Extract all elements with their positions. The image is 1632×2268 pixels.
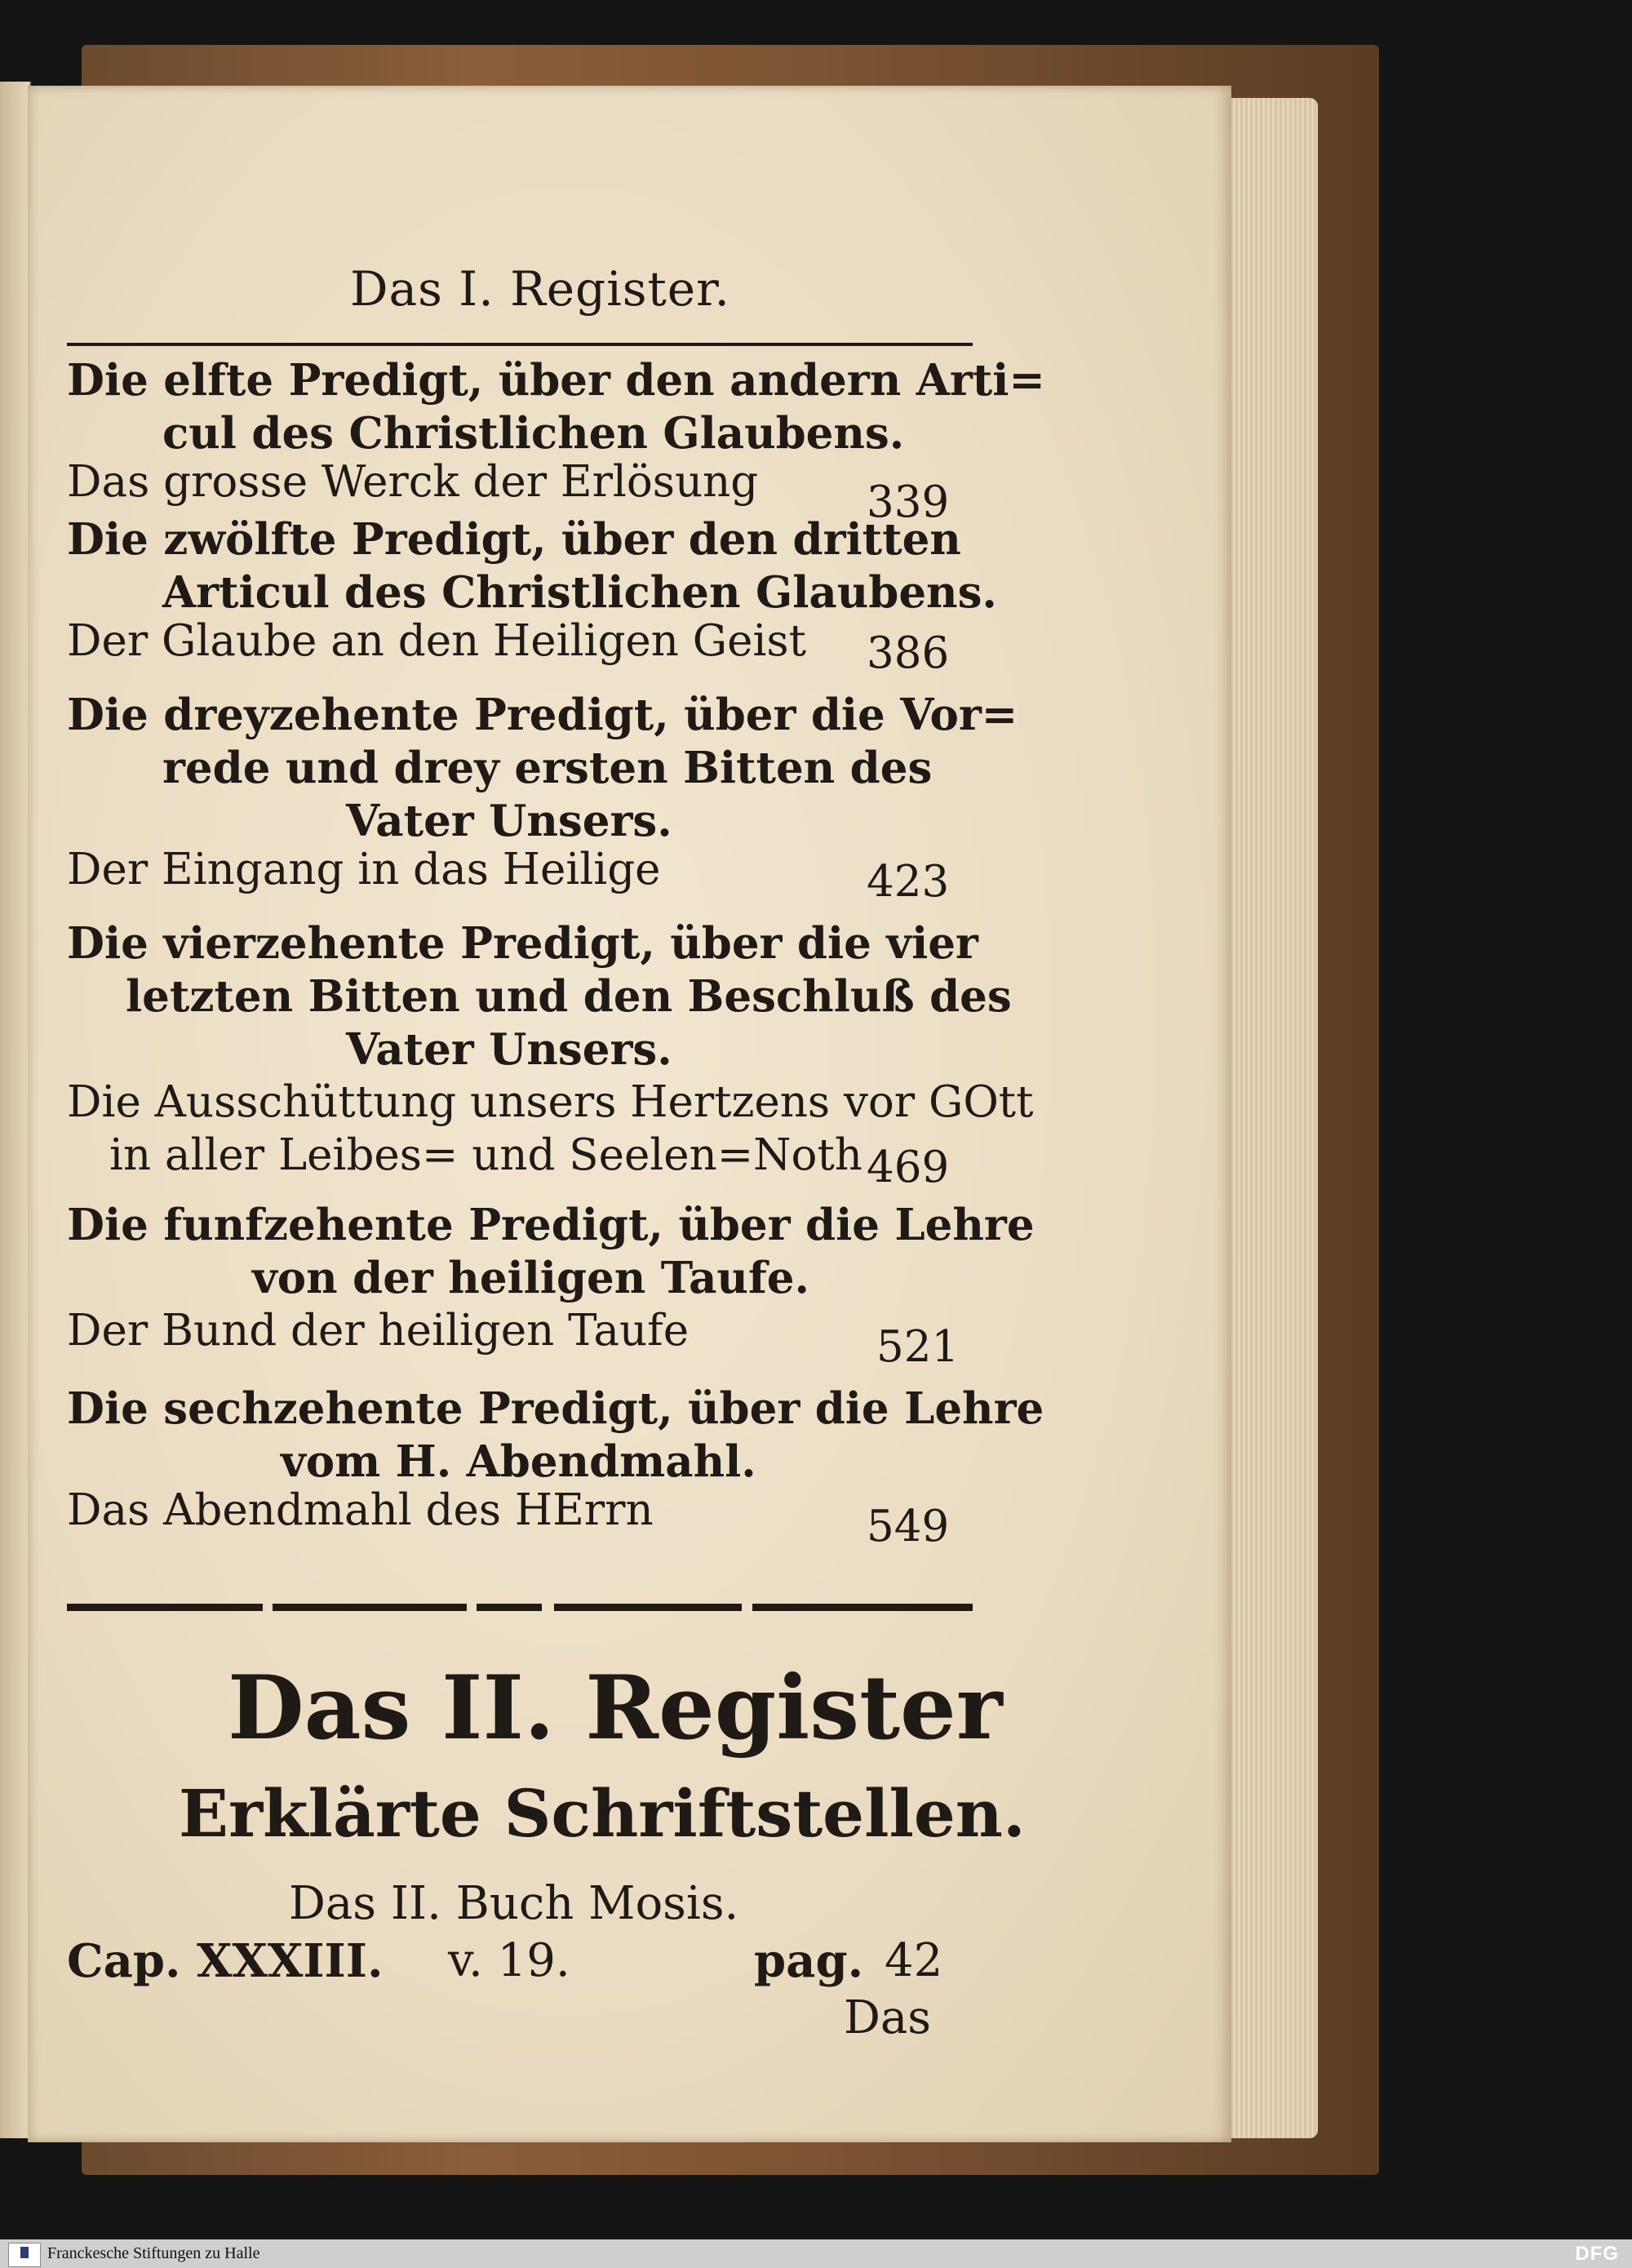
entry-title-line: Vater Unsers. [346, 796, 672, 846]
register-subtitle: Erklärte Schriftstellen. [179, 1775, 1026, 1852]
entry-subject: Der Glaube an den Heiligen Geist [67, 616, 806, 666]
viewer-footer [0, 2239, 1632, 2268]
entry-title-line: Vater Unsers. [346, 1024, 672, 1075]
page-block-edges [1220, 98, 1318, 2138]
book-heading: Das II. Buch Mosis. [289, 1877, 739, 1930]
entry-title-line: Die sechzehente Predigt, über die Lehre [67, 1383, 1044, 1434]
entry-title-line: Die zwölfte Predigt, über den dritten [67, 514, 961, 565]
entry-page-number: 386 [867, 628, 950, 678]
entry-subject: Das Abendmahl des HErrn [67, 1485, 654, 1535]
catchword: Das [844, 1991, 932, 2044]
entry-page-number: 549 [867, 1502, 950, 1551]
entry-title-line: von der heiligen Taufe. [252, 1253, 809, 1303]
ref-page-number: 42 [885, 1934, 943, 1987]
header-rule [67, 343, 973, 346]
entry-page-number: 423 [867, 857, 950, 907]
entry-page-number: 521 [876, 1322, 960, 1372]
entry-title-line: Articul des Christlichen Glaubens. [162, 567, 997, 618]
entry-title-line: Die dreyzehente Predigt, über die Vor= [67, 690, 1018, 740]
entry-title-line: Die vierzehente Predigt, über die vier [67, 918, 978, 969]
institution-logo-icon [8, 2243, 41, 2267]
entry-title-line: cul des Christlichen Glaubens. [162, 408, 905, 459]
entry-title-line: rede und drey ersten Bitten des [162, 743, 933, 793]
register-title: Das II. Register [228, 1657, 1003, 1760]
entry-subject: Der Bund der heiligen Taufe [67, 1306, 690, 1356]
entry-page-number: 339 [867, 477, 950, 527]
institution-name: Franckesche Stiftungen zu Halle [47, 2244, 260, 2262]
entry-title-line: Die funfzehente Predigt, über die Lehre [67, 1200, 1035, 1250]
entry-subject: in aller Leibes= und Seelen=Noth [109, 1130, 863, 1180]
ref-verse: v. 19. [448, 1934, 570, 1987]
running-header: Das I. Register. [350, 261, 730, 317]
dfg-logo: DFG [1575, 2243, 1619, 2265]
entry-title-line: vom H. Abendmahl. [281, 1436, 756, 1487]
ref-pag-label: pag. [754, 1934, 864, 1988]
entry-title-line: Die elfte Predigt, über den andern Arti= [67, 355, 1045, 406]
entry-subject: Die Ausschüttung unsers Hertzens vor GOtt [67, 1077, 1034, 1127]
ref-chapter: Cap. XXXIII. [67, 1934, 384, 1988]
book-page [28, 86, 1231, 2142]
entry-subject: Das grosse Werck der Erlösung [67, 457, 759, 507]
entry-title-line: letzten Bitten und den Beschluß des [126, 971, 1012, 1022]
entry-page-number: 469 [867, 1143, 950, 1192]
entry-subject: Der Eingang in das Heilige [67, 845, 661, 894]
facing-page-edge [0, 82, 31, 2138]
